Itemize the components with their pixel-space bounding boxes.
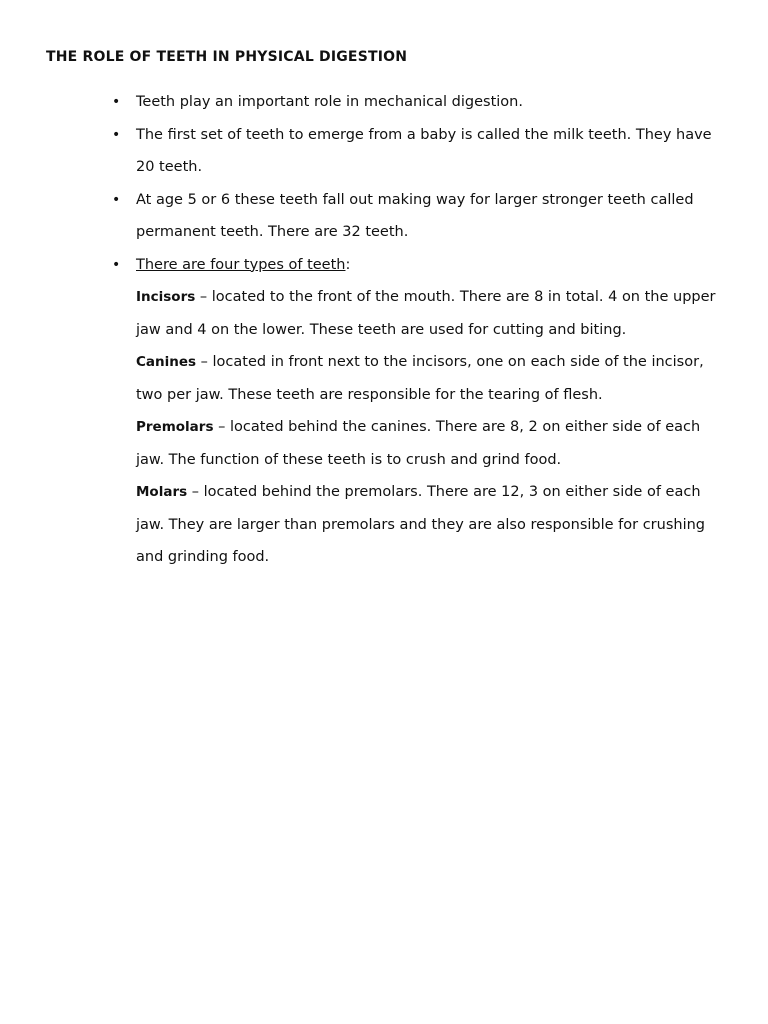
tooth-type-description: – located behind the canines. There are 8, 2 on either side of each jaw. The function of these teeth is to crush and grind food. [136,419,701,468]
bullet-item [110,119,730,184]
tooth-type-description: – located in front next to the incisors, one on each side of the incisor, two per jaw. These teeth are responsible for the tearing of flesh. [136,354,704,403]
tooth-type-name: Incisors [136,289,196,305]
tooth-type-molars [136,476,730,574]
teeth-types-heading-text: There are four types of teeth [136,256,346,273]
tooth-type-premolars [136,411,730,476]
tooth-type-name: Premolars [136,419,214,435]
tooth-type-description: – located behind the premolars. There are 12, 3 on either side of each jaw. They are larger than premolars and they are also responsible for crushing and grinding food. [136,484,706,565]
tooth-type-incisors [136,281,730,346]
bullet-text: The first set of teeth to emerge from a baby is called the milk teeth. They have 20 teeth. [136,126,712,175]
bullet-item-teeth-types [110,249,730,574]
teeth-types-heading [136,249,730,282]
tooth-type-name: Molars [136,484,188,500]
bullet-text: At age 5 or 6 these teeth fall out making way for larger stronger teeth called permanent teeth. There are 32 teeth. [136,191,694,240]
bullet-list [110,86,730,574]
tooth-type-description: – located to the front of the mouth. There are 8 in total. 4 on the upper jaw and 4 on the lower. These teeth are used for cutting and biting. [136,289,716,338]
bullet-text: Teeth play an important role in mechanical digestion. [136,94,523,110]
tooth-type-canines [136,346,730,411]
bullet-item [110,86,730,119]
teeth-types-heading-colon: : [345,256,351,273]
bullet-item [110,184,730,249]
page-title: THE ROLE OF TEETH IN PHYSICAL DIGESTION [46,49,408,65]
tooth-type-name: Canines [136,354,197,370]
